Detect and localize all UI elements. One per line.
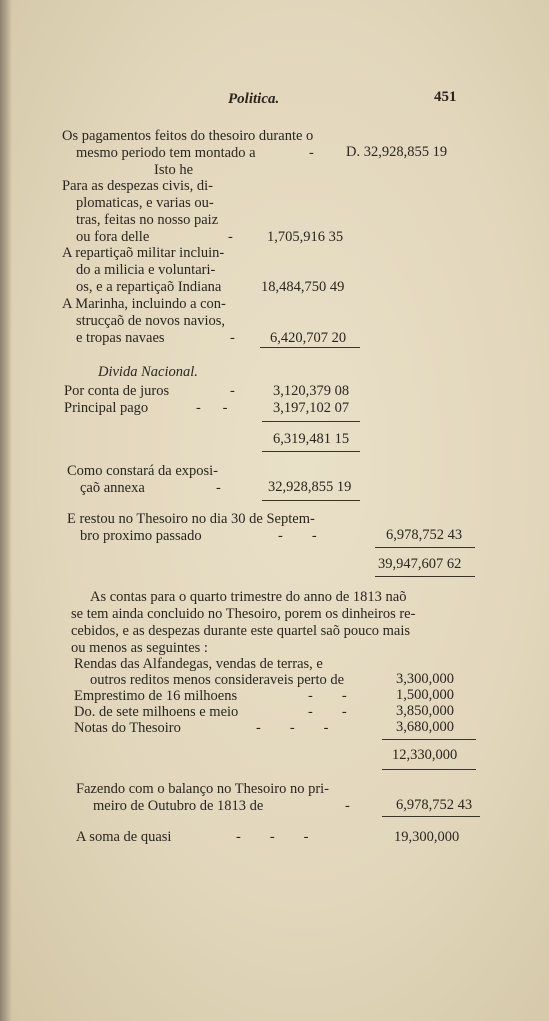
civis-line-4: ou fora delle: [76, 229, 150, 245]
page-number: 451: [434, 89, 457, 105]
restou-line-2: bro proximo passado: [80, 528, 202, 544]
civis-line-1: Para as despezas civis, di-: [62, 178, 213, 194]
principal-label: Principal pago: [64, 400, 149, 416]
restou-line-1: E restou no Thesoiro no dia 30 de Septem-: [67, 511, 315, 527]
civis-line-3: tras, feitas no nosso paiz: [76, 212, 219, 228]
balanco-line-2: meiro de Outubro de 1813 de: [93, 798, 264, 814]
marinha-line-3: e tropas navaes: [76, 330, 165, 346]
contas-item-dashes: - - -: [256, 720, 329, 736]
divida-title: Divida Nacional.: [98, 364, 198, 380]
divida-subtotal: 6,319,481 15: [273, 431, 350, 447]
contas-line-5: Rendas das Alfandegas, vendas de terras, e: [74, 656, 323, 672]
soma-value: 19,300,000: [394, 829, 460, 845]
juros-dash: -: [230, 383, 235, 399]
sum-rule: [375, 576, 475, 577]
grand-total: 39,947,607 62: [378, 556, 462, 572]
marinha-line-1: A Marinha, incluindo a con-: [62, 296, 226, 312]
balanco-value: 6,978,752 43: [396, 797, 473, 813]
juros-label: Por conta de juros: [64, 383, 170, 399]
balanco-line-1: Fazendo com o balanço no Thesoiro no pri-: [76, 781, 330, 797]
contas-item-value: 3,850,000: [396, 703, 454, 719]
civis-line-2: plomaticas, e varias ou-: [76, 195, 214, 211]
militar-value: 18,484,750 49: [261, 279, 345, 295]
sum-rule: [382, 816, 480, 817]
balanco-dash: -: [345, 798, 350, 814]
principal-dashes: - -: [196, 400, 228, 416]
contas-item-label: outros reditos menos consideraveis perto de: [90, 672, 345, 688]
contas-subtotal: 12,330,000: [392, 747, 458, 763]
sum-rule: [262, 421, 360, 422]
soma-dashes: - - -: [236, 829, 309, 845]
constara-line-2: çaõ annexa: [80, 480, 145, 496]
constara-line-1: Como constará da exposi-: [67, 463, 219, 479]
restou-dashes: - -: [278, 528, 317, 544]
civis-value: 1,705,916 35: [267, 229, 344, 245]
contas-item-value: 3,680,000: [396, 719, 454, 735]
intro-total: D. 32,928,855 19: [346, 144, 448, 160]
juros-value: 3,120,379 08: [273, 383, 350, 399]
intro-line-2: mesmo periodo tem montado a: [76, 145, 256, 161]
sum-rule: [375, 547, 475, 548]
constara-value: 32,928,855 19: [268, 479, 352, 495]
intro-dash: -: [309, 145, 314, 161]
contas-item-dashes: - -: [308, 688, 347, 704]
marinha-dash: -: [230, 330, 235, 346]
contas-item-value: 1,500,000: [396, 687, 454, 703]
contas-item-label: Notas do Thesoiro: [74, 720, 181, 736]
militar-line-3: os, e a repartiçaõ Indiana: [76, 279, 222, 295]
running-header: Politica.: [228, 91, 280, 107]
contas-line-2: se tem ainda concluido no Thesoiro, porem os dinheiros re-: [71, 606, 416, 622]
sum-rule: [262, 500, 360, 501]
contas-line-3: cebidos, e as despezas durante este quartel saõ pouco mais: [71, 623, 411, 639]
militar-line-1: A repartiçaõ militar incluin-: [62, 245, 225, 261]
restou-value: 6,978,752 43: [386, 527, 463, 543]
contas-line-1: As contas para o quarto trimestre do anno de 1813 naõ: [90, 589, 407, 605]
militar-line-2: do a milicia e voluntari-: [76, 262, 216, 278]
page-binding-shadow: [0, 0, 12, 1021]
contas-item-value: 3,300,000: [396, 671, 454, 687]
sum-rule: [382, 769, 476, 770]
contas-item-label: Do. de sete milhoens e meio: [74, 704, 239, 720]
contas-line-4: ou menos as seguintes :: [71, 640, 208, 656]
contas-item-label: Emprestimo de 16 milhoens: [74, 688, 238, 704]
marinha-value: 6,420,707 20: [270, 330, 347, 346]
contas-item-dashes: - -: [308, 704, 347, 720]
sum-rule: [262, 451, 360, 452]
marinha-line-2: strucçaõ de novos navios,: [76, 313, 225, 329]
constara-dash: -: [216, 480, 221, 496]
civis-dash: -: [228, 229, 233, 245]
isto-he: Isto he: [154, 162, 194, 178]
principal-value: 3,197,102 07: [273, 400, 350, 416]
soma-label: A soma de quasi: [76, 829, 172, 845]
sum-rule: [260, 347, 360, 348]
sum-rule: [382, 739, 476, 740]
intro-line-1: Os pagamentos feitos do thesoiro durante o: [62, 128, 314, 144]
